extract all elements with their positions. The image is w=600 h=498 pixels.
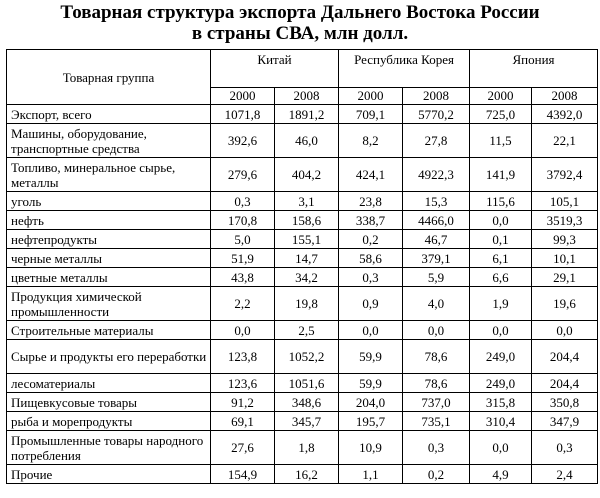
table-row <box>7 431 598 465</box>
table-cell: 1,1 <box>339 465 403 484</box>
table-cell: 279,6 <box>211 158 275 192</box>
table-cell: 1052,2 <box>275 340 339 374</box>
year-header: 2000 <box>470 88 532 105</box>
table-cell: 29,1 <box>532 268 598 287</box>
table-cell: 0,0 <box>532 321 598 340</box>
table-cell: 1,8 <box>275 431 339 465</box>
year-header: 2008 <box>532 88 598 105</box>
table-cell: 11,5 <box>470 124 532 158</box>
table-cell: 1071,8 <box>211 105 275 124</box>
column-header-china: Китай <box>211 50 339 88</box>
table-cell: 3519,3 <box>532 211 598 230</box>
table-cell: 0,3 <box>403 431 470 465</box>
table-cell: 0,9 <box>339 287 403 321</box>
table-cell: 1051,6 <box>275 374 339 393</box>
table-cell: 3,1 <box>275 192 339 211</box>
table-cell: 709,1 <box>339 105 403 124</box>
table-cell: 4922,3 <box>403 158 470 192</box>
table-cell: 0,3 <box>532 431 598 465</box>
row-label: цветные металлы <box>7 268 211 287</box>
column-header-group: Товарная группа <box>7 50 211 105</box>
table-cell: 5,0 <box>211 230 275 249</box>
table-cell: 22,1 <box>532 124 598 158</box>
table-row <box>7 268 598 287</box>
table-cell: 2,4 <box>532 465 598 484</box>
table-cell: 0,0 <box>470 211 532 230</box>
table-cell: 0,3 <box>211 192 275 211</box>
table-row <box>7 158 598 192</box>
table-cell: 46,7 <box>403 230 470 249</box>
table-cell: 14,7 <box>275 249 339 268</box>
table-row <box>7 393 598 412</box>
table-cell: 155,1 <box>275 230 339 249</box>
table-cell: 0,0 <box>211 321 275 340</box>
table-row <box>7 211 598 230</box>
table-cell: 10,9 <box>339 431 403 465</box>
table-cell: 19,8 <box>275 287 339 321</box>
table-cell: 0,0 <box>403 321 470 340</box>
column-header-korea: Республика Корея <box>339 50 470 88</box>
export-table <box>6 49 598 484</box>
table-cell: 59,9 <box>339 340 403 374</box>
table-cell: 16,2 <box>275 465 339 484</box>
table-cell: 4,0 <box>403 287 470 321</box>
table-cell: 4,9 <box>470 465 532 484</box>
table-body <box>7 105 598 484</box>
title-line-2: в страны СВА, млн долл. <box>191 23 409 44</box>
table-cell: 141,9 <box>470 158 532 192</box>
year-header: 2008 <box>275 88 339 105</box>
table-cell: 123,8 <box>211 340 275 374</box>
table-cell: 0,2 <box>339 230 403 249</box>
row-label: Машины, оборудование, транспортные средства <box>7 124 211 158</box>
row-label: нефтепродукты <box>7 230 211 249</box>
column-header-japan: Япония <box>470 50 598 88</box>
table-cell: 392,6 <box>211 124 275 158</box>
row-label: Промышленные товары народного потребления <box>7 431 211 465</box>
table-cell: 123,6 <box>211 374 275 393</box>
table-row <box>7 340 598 374</box>
table-cell: 10,1 <box>532 249 598 268</box>
table-cell: 58,6 <box>339 249 403 268</box>
table-cell: 59,9 <box>339 374 403 393</box>
table-cell: 154,9 <box>211 465 275 484</box>
row-label: Экспорт, всего <box>7 105 211 124</box>
table-cell: 78,6 <box>403 374 470 393</box>
title-line-1: Товарная структура экспорта Дальнего Востока России <box>60 2 540 23</box>
table-cell: 195,7 <box>339 412 403 431</box>
table-title <box>0 2 600 44</box>
table-cell: 350,8 <box>532 393 598 412</box>
table-row <box>7 192 598 211</box>
table-cell: 204,4 <box>532 374 598 393</box>
table-cell: 170,8 <box>211 211 275 230</box>
table-cell: 2,5 <box>275 321 339 340</box>
table-cell: 4466,0 <box>403 211 470 230</box>
table-cell: 404,2 <box>275 158 339 192</box>
table-cell: 15,3 <box>403 192 470 211</box>
table-cell: 46,0 <box>275 124 339 158</box>
table-cell: 23,8 <box>339 192 403 211</box>
table-row <box>7 287 598 321</box>
table-row <box>7 230 598 249</box>
row-label: Прочие <box>7 465 211 484</box>
row-label: Сырье и продукты его переработки <box>7 340 211 374</box>
table-cell: 158,6 <box>275 211 339 230</box>
table-cell: 105,1 <box>532 192 598 211</box>
row-label: уголь <box>7 192 211 211</box>
table-cell: 5770,2 <box>403 105 470 124</box>
table-cell: 6,6 <box>470 268 532 287</box>
table-cell: 2,2 <box>211 287 275 321</box>
table-cell: 204,0 <box>339 393 403 412</box>
table-cell: 379,1 <box>403 249 470 268</box>
table-cell: 19,6 <box>532 287 598 321</box>
table-cell: 249,0 <box>470 374 532 393</box>
year-header: 2008 <box>403 88 470 105</box>
table-cell: 345,7 <box>275 412 339 431</box>
table-cell: 0,0 <box>470 321 532 340</box>
table-cell: 43,8 <box>211 268 275 287</box>
table-cell: 737,0 <box>403 393 470 412</box>
row-label: Продукция химической промышленности <box>7 287 211 321</box>
table-cell: 249,0 <box>470 340 532 374</box>
year-header: 2000 <box>211 88 275 105</box>
row-label: Топливо, минеральное сырье, металлы <box>7 158 211 192</box>
table-cell: 91,2 <box>211 393 275 412</box>
table-cell: 27,8 <box>403 124 470 158</box>
table-cell: 3792,4 <box>532 158 598 192</box>
table-cell: 4392,0 <box>532 105 598 124</box>
table-row <box>7 124 598 158</box>
row-label: лесоматериалы <box>7 374 211 393</box>
table-cell: 725,0 <box>470 105 532 124</box>
table-row <box>7 249 598 268</box>
table-cell: 99,3 <box>532 230 598 249</box>
table-cell: 115,6 <box>470 192 532 211</box>
table-cell: 310,4 <box>470 412 532 431</box>
table-cell: 348,6 <box>275 393 339 412</box>
table-cell: 8,2 <box>339 124 403 158</box>
table-cell: 5,9 <box>403 268 470 287</box>
table-cell: 34,2 <box>275 268 339 287</box>
table-cell: 78,6 <box>403 340 470 374</box>
table-cell: 315,8 <box>470 393 532 412</box>
table-cell: 51,9 <box>211 249 275 268</box>
table-row <box>7 412 598 431</box>
row-label: нефть <box>7 211 211 230</box>
row-label: Строительные материалы <box>7 321 211 340</box>
table-cell: 0,1 <box>470 230 532 249</box>
row-label: Пищевкусовые товары <box>7 393 211 412</box>
table-cell: 204,4 <box>532 340 598 374</box>
table-row <box>7 105 598 124</box>
table-cell: 735,1 <box>403 412 470 431</box>
table-cell: 424,1 <box>339 158 403 192</box>
row-label: черные металлы <box>7 249 211 268</box>
table-row <box>7 321 598 340</box>
table-cell: 0,3 <box>339 268 403 287</box>
year-header: 2000 <box>339 88 403 105</box>
table-cell: 338,7 <box>339 211 403 230</box>
table-cell: 0,2 <box>403 465 470 484</box>
table-row <box>7 465 598 484</box>
table-row <box>7 374 598 393</box>
table-cell: 69,1 <box>211 412 275 431</box>
table-cell: 6,1 <box>470 249 532 268</box>
table-cell: 0,0 <box>470 431 532 465</box>
table-cell: 27,6 <box>211 431 275 465</box>
table-cell: 1891,2 <box>275 105 339 124</box>
table-cell: 347,9 <box>532 412 598 431</box>
table-cell: 1,9 <box>470 287 532 321</box>
table-cell: 0,0 <box>339 321 403 340</box>
row-label: рыба и морепродукты <box>7 412 211 431</box>
